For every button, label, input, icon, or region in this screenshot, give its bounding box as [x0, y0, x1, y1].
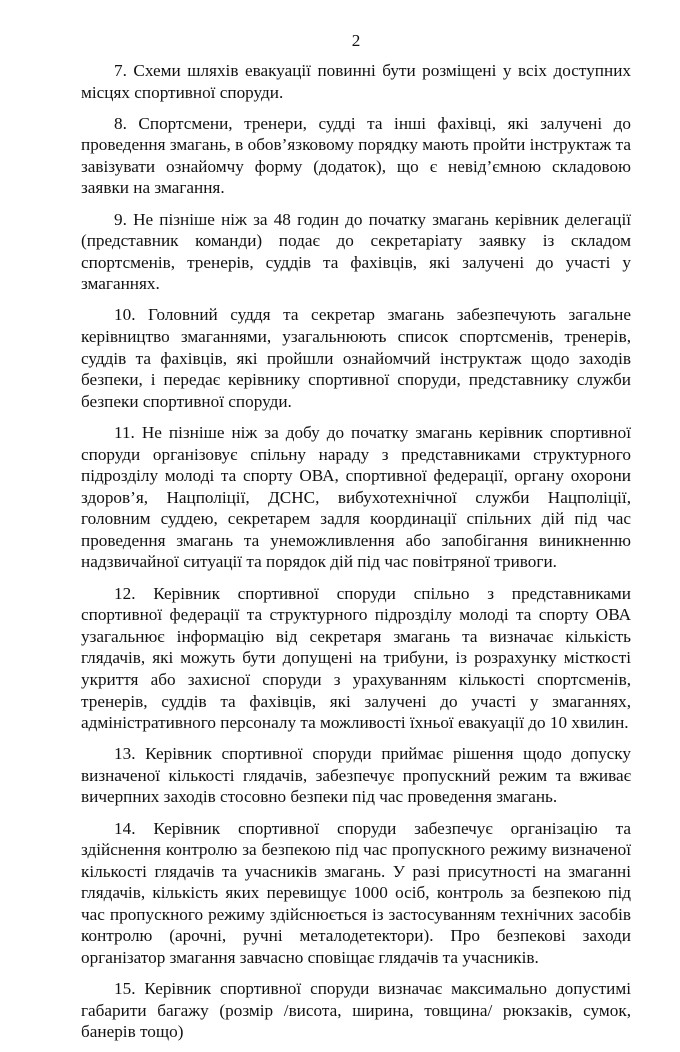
paragraph-12: 12. Керівник спортивної споруди спільно з представниками спортивної федерації та структурного підрозділу молоді та спорту ОВА узагальнює інформацію від секретаря змагань та визначає кількість глядачів, які можуть бути допущені на трибуни, із розрахунку місткості укриття або захисної споруди з урахуванням кількості спортсменів, тренерів, суддів та фахівців, які залучені до участі у змаганнях, адміністративного персоналу та можливості їхньої евакуації до 10 хвилин.: [81, 583, 631, 733]
paragraph-8: 8. Спортсмени, тренери, судді та інші фахівці, які залучені до проведення змагань, в обов’язковому порядку мають пройти інструктаж та завізувати ознайомчу форму (додаток), що є невід’ємною складовою заявки на змагання.: [81, 113, 631, 198]
paragraph-9: 9. Не пізніше ніж за 48 годин до початку змагань керівник делегації (представник команди) подає до секретаріату заявку із складом спортсменів, тренерів, суддів та фахівців, які залучені до участі у змаганнях.: [81, 209, 631, 294]
paragraph-7: 7. Схеми шляхів евакуації повинні бути розміщені у всіх доступних місцях спортивної споруди.: [81, 61, 631, 102]
paragraph-13: 13. Керівник спортивної споруди приймає рішення щодо допуску визначеної кількості глядачів, забезпечує пропускний режим та вживає вичерпних заходів стосовно безпеки під час проведення змагань.: [81, 744, 631, 807]
page-number: 2: [351, 31, 361, 50]
paragraph-11: 11. Не пізніше ніж за добу до початку змагань керівник спортивної споруди організовує спільну нараду з представниками структурного підрозділу молоді та спорту ОВА, спортивної федерації, органу охорони здоров’я, Нацполіції, ДСНС, вибухотехнічної служби Нацполіції, головним суддею, секретарем задля координації спільних дій під час проведення змагань та унеможливлення або запобігання виникненню надзвичайної ситуації та порядок дій під час повітряної тривоги.: [81, 422, 631, 572]
paragraph-10: 10. Головний суддя та секретар змагань забезпечують загальне керівництво змаганнями, узагальнюють список спортсменів, тренерів, суддів та фахівців, які пройшли ознайомчий інструктаж щодо заходів безпеки, і передає керівнику спортивної споруди, представнику служби безпеки спортивної споруди.: [81, 305, 631, 411]
document-page: [81, 30, 631, 1052]
paragraph-15: 15. Керівник спортивної споруди визначає максимально допустимі габарити багажу (розмір /висота, ширина, товщина/ рюкзаків, сумок, банерів тощо): [81, 979, 631, 1042]
paragraph-14: 14. Керівник спортивної споруди забезпечує організацію та здійснення контролю за безпекою під час пропускного режиму визначеної кількості глядачів та учасників змагань. У разі присутності на змаганні глядачів, кількість яких перевищує 1000 осіб, контроль за безпекою під час пропускного режиму здійснюється із застосуванням технічних засобів контролю (арочні, ручні металодетектори). Про безпекові заходи організатор змагання завчасно сповіщає глядачів та учасників.: [81, 818, 631, 968]
